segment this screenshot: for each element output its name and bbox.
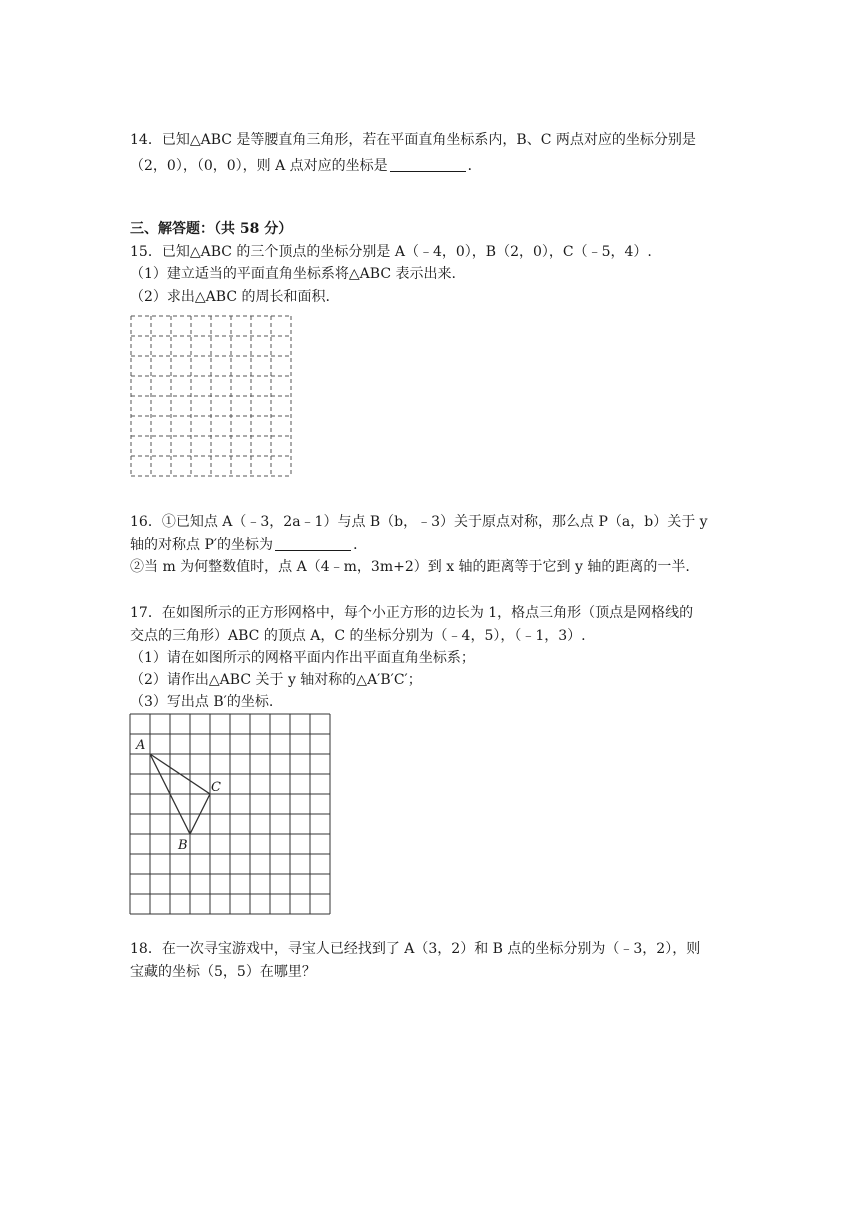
point-b-label: B [178,838,188,853]
q16-line2-text: 轴的对称点 P′的坐标为 [130,537,274,553]
q16-answer-blank[interactable] [275,536,351,551]
q18-line1: 18．在一次寻宝游戏中，寻宝人已经找到了 A（3，2）和 B 点的坐标分别为（﹣3，2），则 [130,941,701,957]
q14-line2-end: ． [467,158,482,174]
q16-line1: 16．①已知点 A（﹣3，2a﹣1）与点 B（b，﹣3）关于原点对称，那么点 P（a，b）关于 y [130,514,708,530]
q17-part1: （1）请在如图所示的网格平面内作出平面直角坐标系； [130,650,475,666]
q17-line2: 交点的三角形）ABC 的顶点 A，C 的坐标分别为（﹣4，5），（﹣1，3）. [130,628,586,644]
q15-part2: （2）求出△ABC 的周长和面积. [130,289,330,305]
q17-part3: （3）写出点 B′的坐标. [130,694,274,710]
q17-part2: （2）请作出△ABC 关于 y 轴对称的△A′B′C′； [130,672,422,688]
q18-line2: 宝藏的坐标（5，5）在哪里？ [130,964,316,980]
q15-dashed-grid [130,315,294,479]
q16-line2 [130,535,367,555]
q17-square-grid [128,712,332,916]
q15-line1: 15．已知△ABC 的三个顶点的坐标分别是 A（﹣4，0），B（2，0），C（﹣5，4）. [130,244,652,260]
q15-part1: （1）建立适当的平面直角坐标系将△ABC 表示出来. [130,266,456,282]
q14-line2 [130,156,482,176]
q14-line1: 14．已知△ABC 是等腰直角三角形，若在平面直角坐标系内，B、C 两点对应的坐标分别是 [130,132,696,148]
q17-line1: 17．在如图所示的正方形网格中，每个小正方形的边长为 1，格点三角形（顶点是网格线的 [130,605,694,621]
q16-line2-end: ． [353,537,368,553]
section3-title: 三、解答题：（共 58 分） [130,221,293,237]
point-c-label: C [211,780,221,795]
q16-line3: ②当 m 为何整数值时，点 A（4﹣m，3m+2）到 x 轴的距离等于它到 y 轴的距离的一半. [130,559,690,575]
point-a-label: A [136,738,146,753]
q14-line2-text: （2，0），（0，0），则 A 点对应的坐标是 [130,158,388,174]
q14-answer-blank[interactable] [390,157,466,172]
